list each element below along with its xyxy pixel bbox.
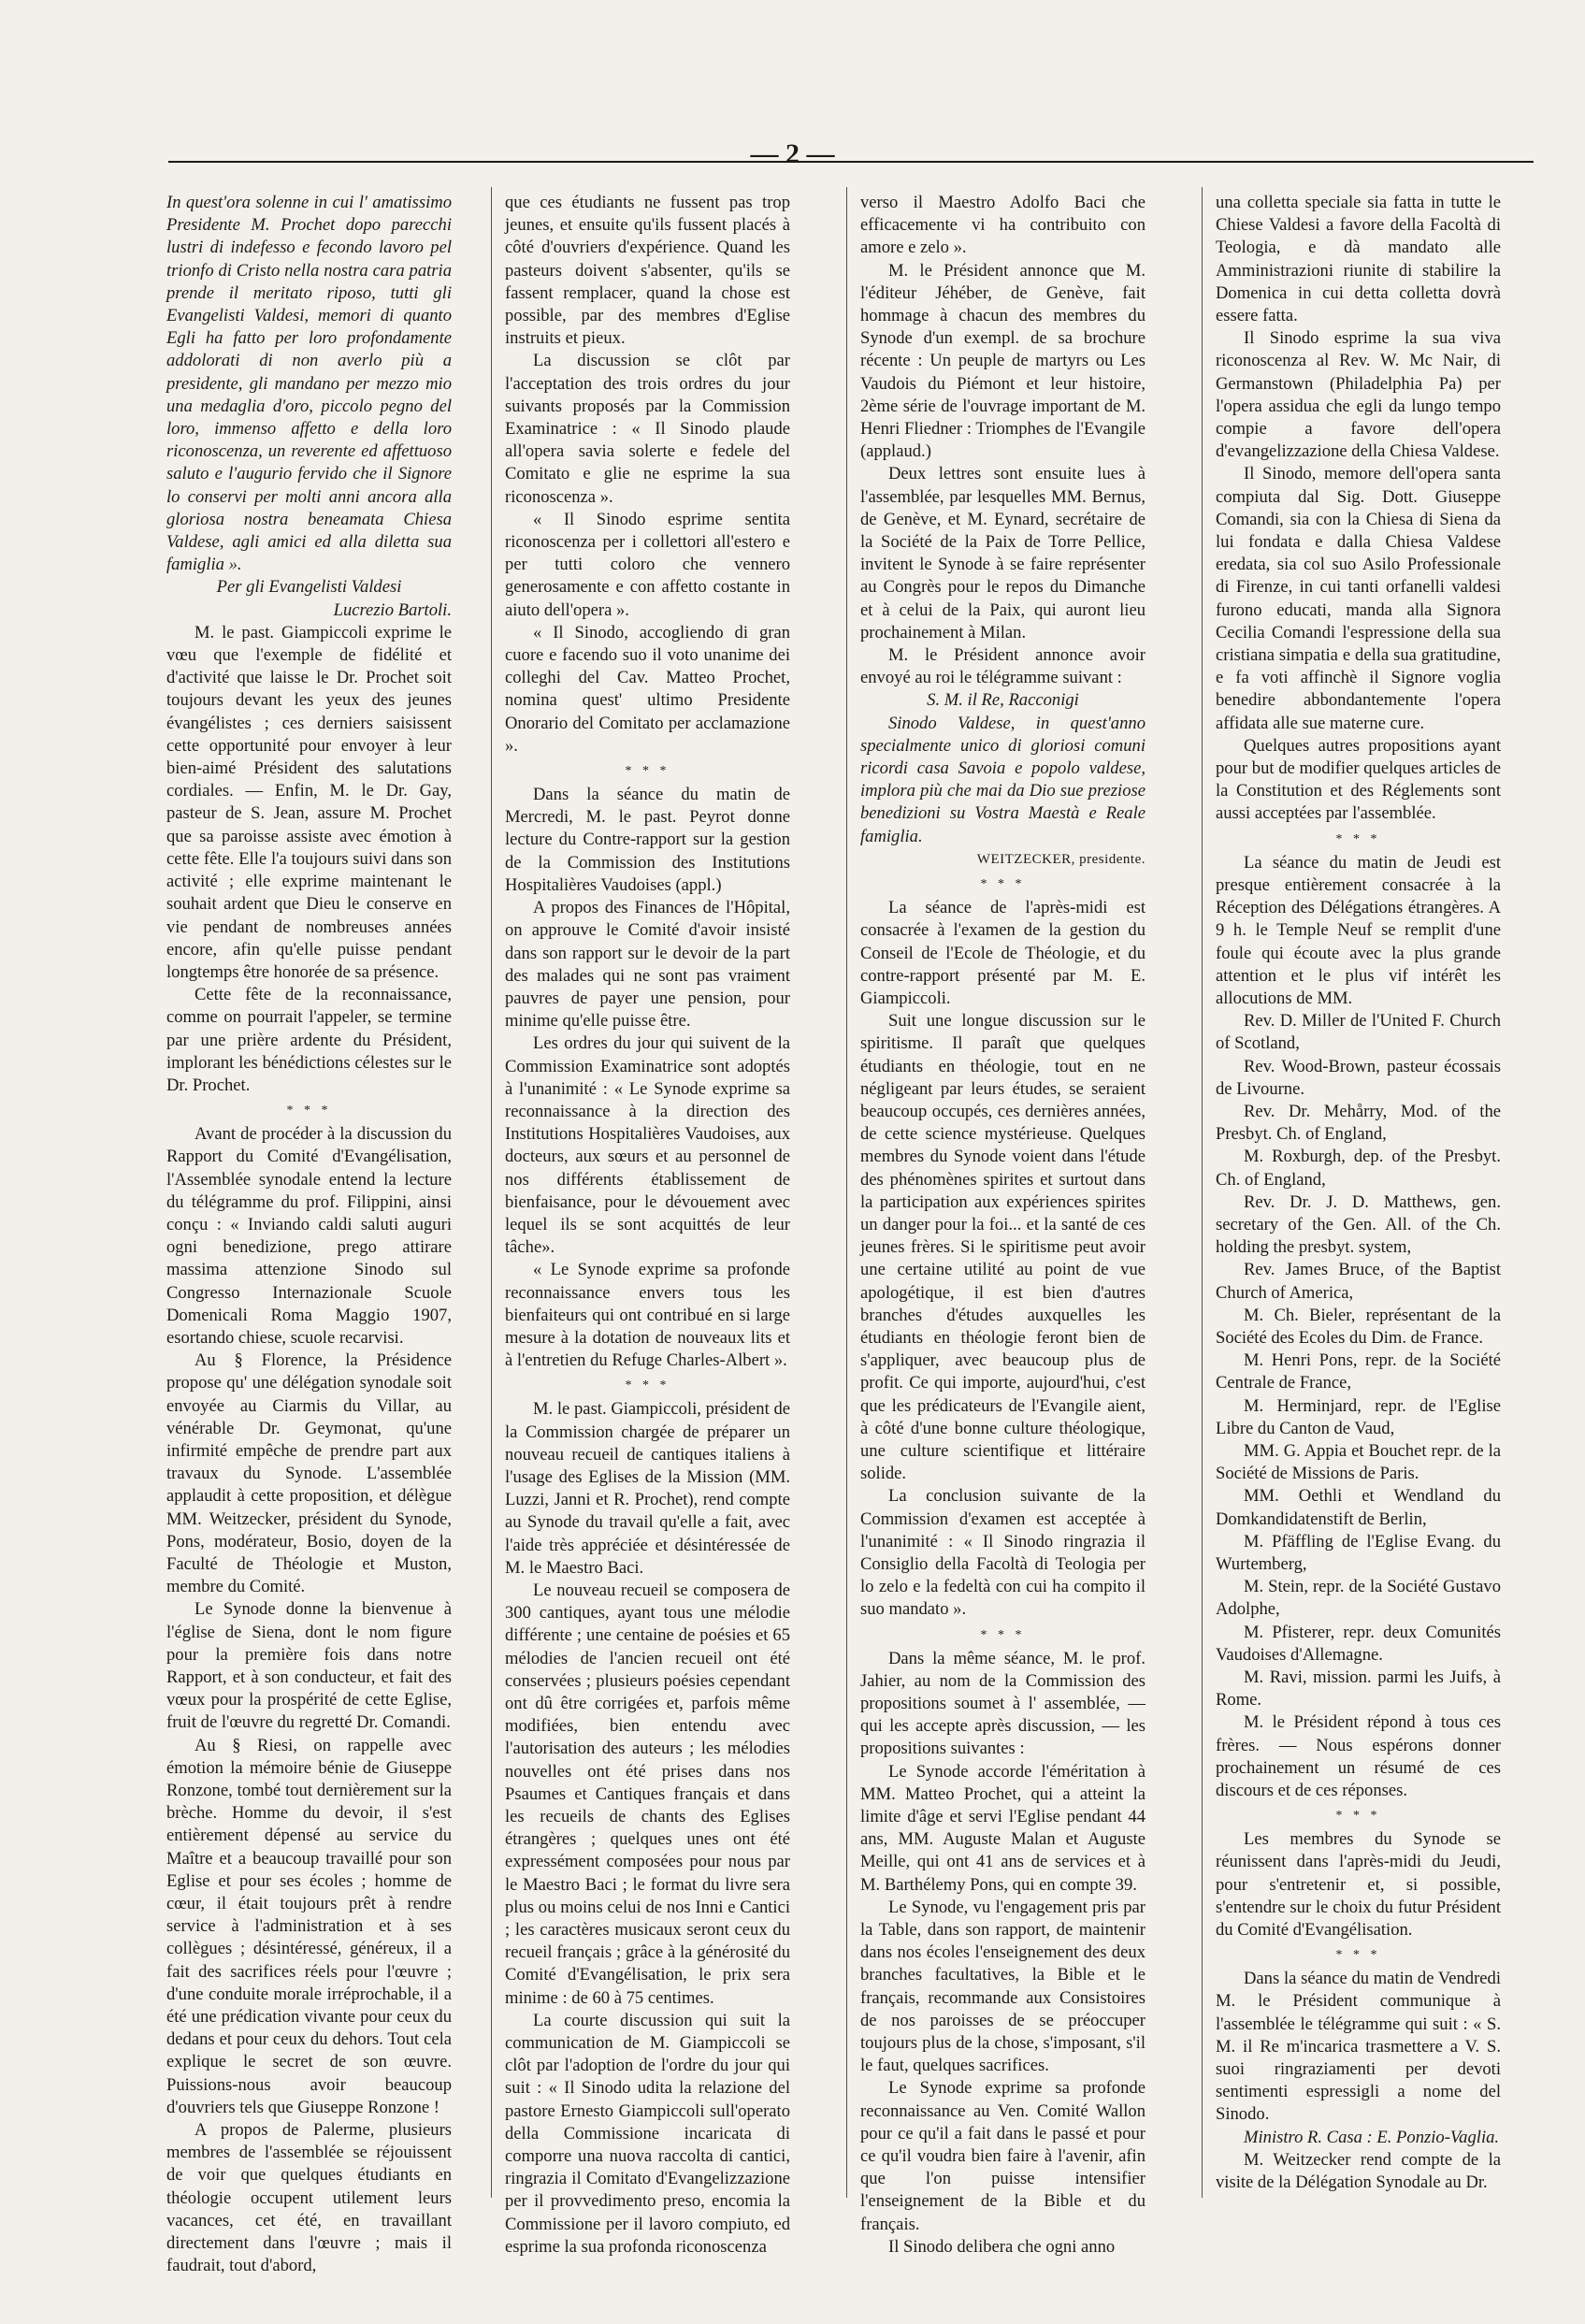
paragraph: M. le past. Giampiccoli, président de la Commission chargée de préparer un nouveau recueil de cantiques italiens à l'usage des Eglises de la Mission (MM. Luzzi, Janni et R. Prochet), rend compte au Synode du travail qu'elle a fait, avec l'aide très appréciée et désintéressée de M. le Maestro Baci. xyxy=(505,1399,790,1578)
letter-text: In quest'ora solenne in cui l' amatissimo Presidente M. Prochet dopo parecchi lustri di indefesso e fecondo lavoro pel trionfo di Cristo nella nostra cara patria prende il meritato riposo, tutti gli Evangelisti Valdesi, memori di quanto Egli ha fatto per loro profondamente addolorati di non averlo più a presidente, gli mandano per mezzo mio una medaglia d'oro, piccolo pegno del loro, immenso affetto e della loro riconoscenza, un reverente ed affettuoso saluto e l'augurio fervido che il Signore lo conservi per molti anni ancora alla gloriosa nostra beneamata Chiesa Valdese, agli amici ed alla diletta sua famiglia ». xyxy=(166,193,452,575)
section-separator: * * * xyxy=(980,1627,1026,1642)
paragraph: Dans la séance du matin de Vendredi M. le Président communique à l'assemblée le télégramme qui suit : « S. M. il Re m'incarica trasmettere a V. S. suoi ringraziamenti per devoti sentimenti espressigli a nome del Sinodo. xyxy=(1216,1969,1501,2125)
delegate-entry: Rev. Dr. Mehårry, Mod. of the Presbyt. Ch. of England, xyxy=(1216,1101,1501,1145)
section-separator: * * * xyxy=(625,764,670,779)
delegate-entry: M. Ravi, mission. parmi les Juifs, à Rome. xyxy=(1216,1667,1501,1711)
section-separator: * * * xyxy=(286,1104,332,1119)
paragraph: La séance de l'après-midi est consacrée à l'examen de la gestion du Conseil de l'Ecole de Théologie, et du contre-rapport présenté par M. E. Giampiccoli. xyxy=(860,898,1146,1008)
paragraph: Au § Riesi, on rappelle avec émotion la mémoire bénie de Giuseppe Ronzone, tombé tout dernièrement sur la brèche. Homme du devoir, il s'est entièrement dépensé au service du Maître et a beaucoup travaillé pour son Eglise et pour ses écoles ; homme de cœur, il était toujours prêt à rendre service à l'administration et à ses collègues ; désintéressé, généreux, il a fait des sacrifices réels pour l'œuvre ; d'une conduite morale irréprochable, il a été une prédication vivante pour ceux du dedans et pour ceux du dehors. Tout cela explique le secret de son œuvre. Puissions-nous avoir beaucoup d'ouvriers tels que Giuseppe Ronzone ! xyxy=(166,1735,452,2117)
paragraph: Les membres du Synode se réunissent dans l'après-midi du Jeudi, pour s'entretenir et, si possible, s'entendre sur le choix du futur Président du Comité d'Evangélisation. xyxy=(1216,1829,1501,1941)
paragraph: La courte discussion qui suit la communication de M. Giampiccoli se clôt par l'adoption de l'ordre du jour qui suit : « Il Sinodo udita la relazione del pastore Ernesto Giampiccoli sull'operato della Commissione incaricata di comporre una nuova raccolta di cantici, ringrazia il Comitato d'Evangelizzazione per il provvedimento preso, encomia la Commissione per il lavoro compiuto, ed esprime la sua profonda riconoscenza xyxy=(505,2010,790,2257)
paragraph: M. le past. Giampiccoli exprime le vœu que l'exemple de fidélité et d'activité que laisse le Dr. Prochet soit toujours devant les yeux des jeunes évangélistes ; ces derniers saisissent cette opportunité pour envoyer à leur bien-aimé Président des salutations cordiales. — Enfin, M. le Dr. Gay, pasteur de S. Jean, assure M. Prochet que sa paroisse assiste avec émotion à cette fête. Elle l'a toujours suivi dans son activité ; elle exprime maintenant le souhait ardent que Dieu le conserve en vie pendant de nombreuses années encore, afin qu'elle puisse pendant longtemps être honorée de sa présence. xyxy=(166,622,452,982)
paragraph: M. le Président répond à tous ces frères. — Nous espérons donner prochainement un résumé de ces discours et de ces réponses. xyxy=(1216,1712,1501,1801)
paragraph: « Le Synode exprime sa profonde reconnaissance envers tous les bienfaiteurs qui ont contribué en si large mesure à la dotation de nouveaux lits et à l'entretien du Refuge Charles-Albert ». xyxy=(505,1260,790,1371)
paragraph: La conclusion suivante de la Commission d'examen est acceptée à l'unanimité : « Il Sinodo ringrazia il Consiglio della Facoltà di Teologia per lo zelo e la fedeltà con cui ha compito il suo mandato ». xyxy=(860,1486,1146,1620)
delegate-entry: M. Herminjard, repr. de l'Eglise Libre du Canton de Vaud, xyxy=(1216,1395,1501,1438)
paragraph: M. le Président annonce avoir envoyé au roi le télégramme suivant : xyxy=(860,645,1146,688)
delegate-entry: M. Pfisterer, repr. deux Comunités Vaudoises d'Allemagne. xyxy=(1216,1622,1501,1665)
paragraph: « Il Sinodo, accogliendo di gran cuore e facendo suo il voto unanime dei colleghi del Cav. Matteo Prochet, nomina quest' ultimo Presidente Onorario del Comitato per acclamazione ». xyxy=(505,622,790,756)
section-separator: * * * xyxy=(1335,831,1381,846)
page-number: — 2 — xyxy=(750,138,835,169)
section-separator: * * * xyxy=(980,877,1026,892)
delegate-entry: M. Stein, repr. de la Société Gustavo Adolphe, xyxy=(1216,1577,1501,1620)
paragraph: que ces étudiants ne fussent pas trop jeunes, et ensuite qu'ils fussent placés à côté d'ouvriers d'expérience. Quand les pasteurs doivent s'absenter, qu'ils se fassent remplacer, quand la chose est possible, par des membres d'Eglise instruits et pieux. xyxy=(505,193,790,349)
column-1 xyxy=(166,192,452,2276)
column-divider xyxy=(491,187,492,2198)
delegate-entry: M. Roxburgh, dep. of the Presbyt. Ch. of England, xyxy=(1216,1147,1501,1190)
column-3 xyxy=(860,192,1146,2257)
paragraph: Le Synode donne la bienvenue à l'église de Siena, dont le nom figure pour la première fois dans notre Rapport, et à son conducteur, et fait des vœux pour la prospérité de cette Eglise, fruit de l'œuvre du regretté Dr. Comandi. xyxy=(166,1599,452,1733)
paragraph: Avant de procéder à la discussion du Rapport du Comité d'Evangélisation, l'Assemblée synodale entend la lecture du télégramme du prof. Filippini, ainsi conçu : « Inviando caldi saluti auguri ogni benedizione, prego attirare massima attenzione Sinodo sul Congresso Internazionale Scuole Domenicali Roma Maggio 1907, esortando chiese, scuole recarvisi. xyxy=(166,1124,452,1348)
paragraph: Le Synode accorde l'éméritation à MM. Matteo Prochet, qui a atteint la limite d'âge et servi l'Eglise pendant 44 ans, MM. Auguste Malan et Auguste Meille, qui ont 41 ans de services et à M. Barthélemy Pons, qui en compte 39. xyxy=(860,1761,1146,1895)
telegram-text: Sinodo Valdese, in quest'anno specialmente unico di gloriosi comuni ricordi casa Savoia e popolo valdese, implora più che mai da Dio sue preziose benedizioni su Vostra Maestà e Reale famiglia. xyxy=(860,713,1146,846)
telegram-signature: Ministro R. Casa : E. Ponzio-Vaglia. xyxy=(1244,2127,1500,2147)
delegate-entry: MM. Oethli et Wendland du Domkandidatenstift de Berlin, xyxy=(1216,1486,1501,1529)
delegate-entry: Rev. Dr. J. D. Matthews, gen. secretary of the Gen. All. of the Ch. holding the presbyt. system, xyxy=(1216,1191,1501,1258)
paragraph: A propos des Finances de l'Hôpital, on approuve le Comité d'avoir insisté dans son rapport sur le devoir de la part des malades qui ne sont pas vraiment pauvres de payer une pension, pour minime qu'elle puisse être. xyxy=(505,898,790,1032)
paragraph: Deux lettres sont ensuite lues à l'assemblée, par lesquelles MM. Bernus, de Genève, et M. Eynard, secrétaire de la Société de la Paix de Torre Pellice, invitent le Synode à se faire représenter au Congrès pour le repos du Dimanche et à celui de la Paix, qui auront lieu prochainement à Milan. xyxy=(860,464,1146,642)
column-4 xyxy=(1216,192,1501,2216)
column-2 xyxy=(505,192,790,2257)
paragraph: Dans la séance du matin de Mercredi, M. le past. Peyrot donne lecture du Contre-rapport sur la gestion de la Commission des Institutions Hospitalières Vaudoises (appl.) xyxy=(505,785,790,895)
paragraph: una colletta speciale sia fatta in tutte le Chiese Valdesi a favore della Facoltà di Teologia, e dà mandato alle Amministrazioni riunite di stabilire la Domenica in cui detta colletta dovrà essere fatta. xyxy=(1216,193,1501,326)
telegram-address: S. M. il Re, Racconigi xyxy=(927,690,1079,711)
delegate-entry: Rev. James Bruce, of the Baptist Church of America, xyxy=(1216,1260,1501,1303)
paragraph: Cette fête de la reconnaissance, comme on pourrait l'appeler, se termine par une prière ardente du Président, implorant les bénédictions célestes sur le Dr. Prochet. xyxy=(166,985,452,1095)
paragraph: M. Weitzecker rend compte de la visite de la Délégation Synodale au Dr. xyxy=(1216,2149,1501,2193)
delegate-entry: Rev. Wood-Brown, pasteur écossais de Livourne. xyxy=(1216,1056,1501,1099)
paragraph: Au § Florence, la Présidence propose qu' une délégation synodale soit envoyée au Ciarmis du Villar, au vénérable Dr. Geymonat, qu'une infirmité empêche de prendre part aux travaux du Synode. L'assemblée applaudit à cette proposition, et délègue MM. Weitzecker, président du Synode, Pons, modérateur, Bosio, doyen de la Faculté de Théologie et Muston, membre du Comité. xyxy=(166,1350,452,1597)
section-separator: * * * xyxy=(1335,1948,1381,1963)
paragraph: Il Sinodo, memore dell'opera santa compiuta dal Sig. Dott. Giuseppe Comandi, sia con la Chiesa di Siena da lui fondata e dalla Chiesa Valdese eredata, sia col suo Asilo Professionale di Firenze, in cui tanti orfanelli valdesi furono educati, manda alla Signora Cecilia Comandi l'espressione della sua cristiana simpatia e della sua gratitudine, e fa voti affinchè il Signore voglia benedire abbondantemente l'opera affidata alle sue materne cure. xyxy=(1216,464,1501,733)
paragraph: Le nouveau recueil se composera de 300 cantiques, ayant tous une mélodie différente ; une centaine de poésies et 65 mélodies de l'ancien recueil ont été conservées ; plusieurs poésies cependant ont dû être corrigées et, parfois même modifiées, bien entendu avec l'autorisation des auteurs ; les mélodies nouvelles ont été prises dans nos Psaumes et Cantiques français et dans les recueils de chants des Eglises étrangères ; quelques unes ont été expressément composées pour nous par le Maestro Baci ; le format du livre sera plus ou moins celui de nos Inni e Cantici ; les caractères musicaux seront ceux du recueil français ; grâce à la générosité du Comité d'Evangélisation, le prix sera minime : de 60 à 75 centimes. xyxy=(505,1580,790,2008)
paragraph: verso il Maestro Adolfo Baci che efficacemente vi ha contribuito con amore e zelo ». xyxy=(860,193,1146,258)
paragraph: Dans la même séance, M. le prof. Jahier, au nom de la Commission des propositions soumet à l' assemblée, — qui les accepte après discussion, — les propositions suivantes : xyxy=(860,1648,1146,1759)
paragraph: Il Sinodo delibera che ogni anno xyxy=(888,2236,1116,2257)
paragraph: M. le Président annonce que M. l'éditeur Jéhéber, de Genève, fait hommage à chacun des membres du Synode d'un exempl. de sa brochure récente : Un peuple de martyrs ou Les Vaudois du Piémont et leur histoire, 2ème série de l'ouvrage important de M. Henri Fliedner : Triomphes de l'Evangile (applaud.) xyxy=(860,260,1146,462)
paragraph: Suit une longue discussion sur le spiritisme. Il paraît que quelques étudiants en théologie, tout en ne négligeant par leurs études, se seraient beaucoup occupés, ces dernières années, de cette science mystérieuse. Quelques membres du Synode voient dans l'étude des phénomènes spirites et surtout dans la participation aux expériences spirites un danger pour la foi... et la santé de ces jeunes frères. Si le spiritisme peut avoir une certaine utilité au point de vue apologétique, il est bien d'autres branches d'études auxquelles les étudiants en théologie feront bien de s'appliquer, avec beaucoup plus de profit. Ce qui importe, aujourd'hui, c'est que les prédicateurs de l'Evangile aient, à côté d'une bonne culture théologique, une culture scientifique et littéraire solide. xyxy=(860,1011,1146,1484)
paragraph: Le Synode, vu l'engagement pris par la Table, dans son rapport, de maintenir dans nos écoles l'enseignement des deux branches facultatives, la Bible et le français, recommande aux Consistoires de nos paroisses de se préoccuper toujours plus de la chose, s'imposant, s'il le faut, quelques sacrifices. xyxy=(860,1897,1146,2076)
signature-line: Per gli Evangelisti Valdesi xyxy=(216,577,402,598)
delegate-entry: M. Ch. Bieler, représentant de la Société des Ecoles du Dim. de France. xyxy=(1216,1305,1501,1348)
signature-name: Lucrezio Bartoli. xyxy=(333,599,452,620)
delegate-entry: Rev. D. Miller de l'United F. Church of Scotland, xyxy=(1216,1011,1501,1054)
column-divider xyxy=(846,187,847,2198)
section-separator: * * * xyxy=(1335,1809,1381,1824)
paragraph: Le Synode exprime sa profonde reconnaissance au Ven. Comité Wallon pour ce qu'il a fait dans le passé et pour ce qu'il voudra bien faire à l'avenir, afin que l'on puisse intensifier l'enseignement de la Bible et du français. xyxy=(860,2078,1146,2234)
section-separator: * * * xyxy=(625,1379,670,1393)
paragraph: La discussion se clôt par l'acceptation des trois ordres du jour suivants proposés par la Commission Examinatrice : « Il Sinodo plaude all'opera savia solerte e fedele del Comitato e glie ne esprime la sua riconoscenza ». xyxy=(505,351,790,507)
paragraph: « Il Sinodo esprime sentita riconoscenza per i collettori all'estero e per tutti coloro che vennero generosamente e con affetto costante in aiuto dell'opera ». xyxy=(505,509,790,620)
header-rule xyxy=(168,161,1534,163)
paragraph: Quelques autres propositions ayant pour but de modifier quelques articles de la Constitution et des Réglements sont aussi acceptées par l'assemblée. xyxy=(1216,735,1501,824)
column-divider xyxy=(1202,187,1203,2198)
delegate-entry: MM. G. Appia et Bouchet repr. de la Société de Missions de Paris. xyxy=(1216,1440,1501,1484)
paragraph: Les ordres du jour qui suivent de la Commission Examinatrice sont adoptés à l'unanimité : « Le Synode exprime sa reconnaissance à la direction des Institutions Hospitalières Vaudoises, aux docteurs, aux sœurs et au personnel de nos différents établissement de bienfaisance, pour le dévouement avec lequel ils se sont acquittés de leur tâche». xyxy=(505,1033,790,1258)
delegate-entry: M. Pfäffling de l'Eglise Evang. du Wurtemberg, xyxy=(1216,1531,1501,1574)
paragraph: La séance du matin de Jeudi est presque entièrement consacrée à la Réception des Délégations étrangères. A 9 h. le Temple Neuf se remplit d'une foule qui écoute avec la plus grande attention et le plus vif intérêt les allocutions de MM. xyxy=(1216,852,1501,1008)
telegram-signature: WEITZECKER, presidente. xyxy=(976,851,1146,867)
delegate-entry: M. Henri Pons, repr. de la Société Centrale de France, xyxy=(1216,1350,1501,1393)
paragraph: Il Sinodo esprime la sua viva riconoscenza al Rev. W. Mc Nair, di Germanstown (Philadelphia Pa) per l'opera assidua che egli da lungo tempo compie a favore dell'opera d'evangelizzazione della Chiesa Valdese. xyxy=(1216,328,1501,462)
paragraph: A propos de Palerme, plusieurs membres de l'assemblée se réjouissent de voir que quelques étudiants en théologie occupent utilement leurs vacances, cet été, en travaillant directement dans l'œuvre ; mais il faudrait, tout d'abord, xyxy=(166,2120,452,2276)
